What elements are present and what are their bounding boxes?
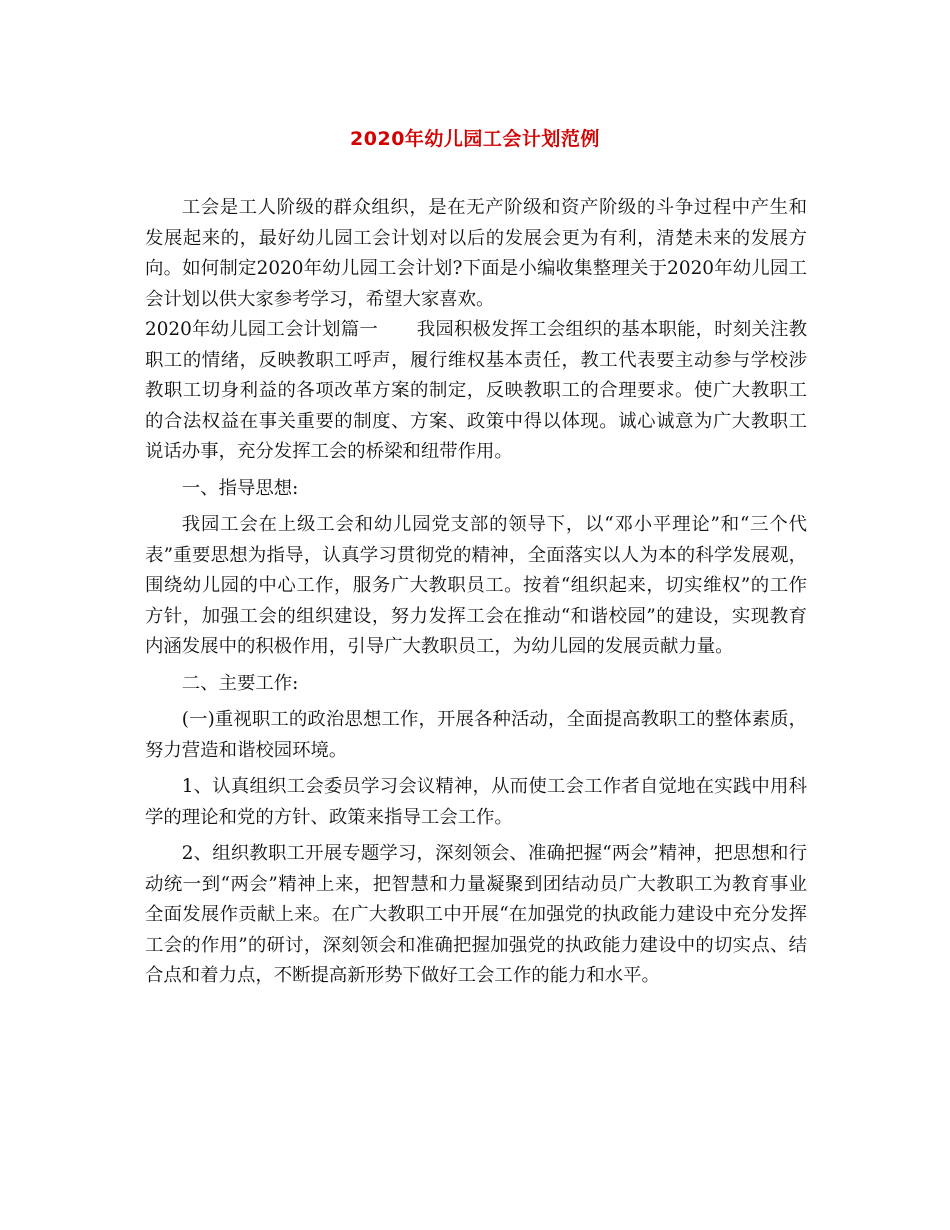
section-text: 我园积极发挥工会组织的基本职能，时刻关注教职工的情绪，反映教职工呼声，履行维权基本责任，教工代表要主动参与学校涉教职工切身利益的各项改革方案的制定，反映教职工的合理要求。使广大教职工的合法权益在事关重要的制度、方案、政策中得以体现。诚心诚意为广大教职工说话办事，充分发挥工会的桥梁和纽带作用。 bbox=[145, 319, 807, 462]
heading-guiding-thought: 一、指导思想: bbox=[181, 477, 299, 499]
work-paragraph-2: 1、认真组织工会委员学习会议精神，从而使工会工作者自觉地在实践中用科学的理论和党的方针、政策来指导工会工作。 bbox=[145, 776, 807, 828]
document-body bbox=[145, 193, 807, 992]
section-label: 2020年幼儿园工会计划篇一 bbox=[145, 319, 378, 340]
section-paragraph bbox=[145, 315, 807, 468]
heading-main-work: 二、主要工作: bbox=[181, 672, 299, 694]
work-paragraph-3: 2、组织教职工开展专题学习，深刻领会、准确把握“两会”精神，把思想和行动统一到“两会”精神上来，把智慧和力量凝聚到团结动员广大教职工为教育事业全面发展作贡献上来。在广大教职工中开展“在加强党的执政能力建设中充分发挥工会的作用”的研讨，深刻领会和准确把握加强党的执政能力建设中的切实点、结合点和着力点，不断提高新形势下做好工会工作的能力和水平。 bbox=[145, 843, 807, 986]
document-title: 2020年幼儿园工会计划范例 bbox=[350, 128, 600, 150]
intro-paragraph: 工会是工人阶级的群众组织，是在无产阶级和资产阶级的斗争过程中产生和发展起来的，最好幼儿园工会计划对以后的发展会更为有利，清楚未来的发展方向。如何制定2020年幼儿园工会计划?下面是小编收集整理关于2020年幼儿园工会计划以供大家参考学习，希望大家喜欢。 bbox=[145, 197, 807, 310]
work-paragraph-1: (一)重视职工的政治思想工作，开展各种活动，全面提高教职工的整体素质，努力营造和谐校园环境。 bbox=[145, 709, 807, 761]
guiding-paragraph: 我园工会在上级工会和幼儿园党支部的领导下，以“邓小平理论”和“三个代表”重要思想为指导，认真学习贯彻党的精神，全面落实以人为本的科学发展观，围绕幼儿园的中心工作，服务广大教职员工。按着“组织起来，切实维权”的工作方针，加强工会的组织建设，努力发挥工会在推动“和谐校园”的建设，实现教育内涵发展中的积极作用，引导广大教职员工，为幼儿园的发展贡献力量。 bbox=[145, 514, 807, 657]
